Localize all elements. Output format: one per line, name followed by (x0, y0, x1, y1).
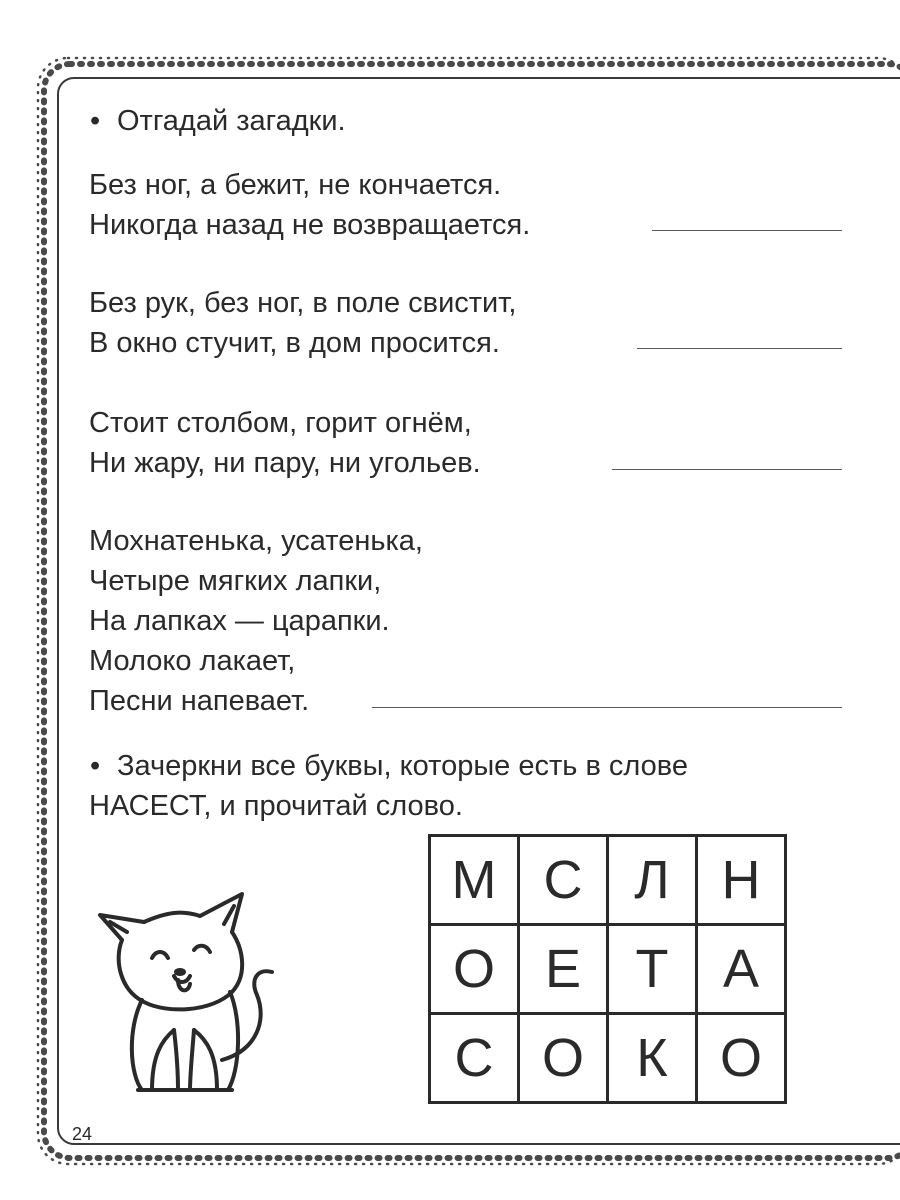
letter-cell[interactable]: О (697, 1014, 786, 1103)
riddle-1-answer-line[interactable] (652, 230, 842, 231)
riddle-4-line-4: Молоко лакает, (89, 645, 296, 677)
riddle-4-line-3: На лапках — царапки. (89, 605, 390, 637)
letter-grid-row (430, 925, 786, 1014)
riddle-4-line-5: Песни напевает. (89, 685, 310, 717)
cat-icon (82, 880, 312, 1100)
letter-cell[interactable]: Л (608, 836, 697, 925)
letter-grid (428, 834, 787, 1104)
letter-cell[interactable]: С (430, 1014, 519, 1103)
letter-cell[interactable]: Т (608, 925, 697, 1014)
task2-bullet: • (90, 750, 101, 782)
task1-title: Отгадай загадки. (117, 105, 346, 137)
page-number: 24 (72, 1124, 93, 1144)
letter-cell[interactable]: К (608, 1014, 697, 1103)
riddle-1-line-2: Никогда назад не возвращается. (89, 209, 531, 241)
riddle-2-answer-line[interactable] (637, 348, 842, 349)
riddle-3-line-2: Ни жару, ни пару, ни угольев. (89, 447, 481, 479)
riddle-2-line-2: В окно стучит, в дом просится. (89, 327, 500, 359)
letter-cell[interactable]: Е (519, 925, 608, 1014)
letter-cell[interactable]: М (430, 836, 519, 925)
task1-bullet: • (90, 105, 101, 137)
letter-grid-row (430, 1014, 786, 1103)
riddle-4-line-2: Четыре мягких лапки, (89, 565, 382, 597)
task2-instruction-line-1: Зачеркни все буквы, которые есть в слове (117, 750, 688, 782)
riddle-2-line-1: Без рук, без ног, в поле свистит, (89, 287, 517, 319)
riddle-3-answer-line[interactable] (612, 469, 842, 470)
task2-instruction-line-2: НАСЕСТ, и прочитай слово. (89, 790, 463, 822)
riddle-4-line-1: Мохнатенька, усатенька, (89, 525, 423, 557)
riddle-4-answer-line[interactable] (372, 707, 842, 708)
riddle-3-line-1: Стоит столбом, горит огнём, (89, 407, 472, 439)
letter-grid-row (430, 836, 786, 925)
riddle-1-line-1: Без ног, а бежит, не кончается. (89, 169, 502, 201)
letter-cell[interactable]: Н (697, 836, 786, 925)
letter-cell[interactable]: А (697, 925, 786, 1014)
letter-cell[interactable]: О (430, 925, 519, 1014)
letter-cell[interactable]: С (519, 836, 608, 925)
letter-cell[interactable]: О (519, 1014, 608, 1103)
